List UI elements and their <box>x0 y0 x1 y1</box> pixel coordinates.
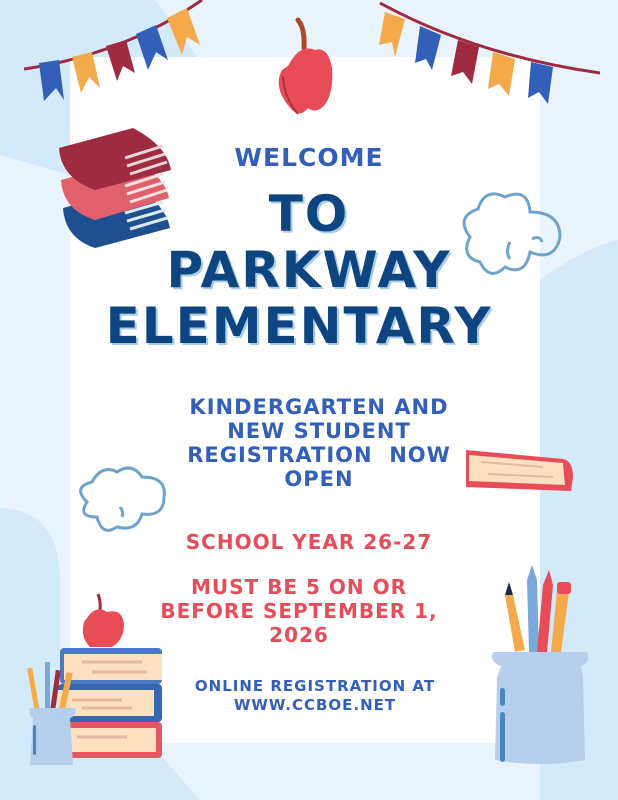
registration-announcement <box>10 395 618 491</box>
title-line-3: ELEMENTARY <box>105 297 493 355</box>
school-year: SCHOOL YEAR 26-27 <box>185 530 433 554</box>
announcement-line: KINDERGARTEN AND <box>189 395 449 419</box>
announcement-line: NEW STUDENT <box>227 419 411 443</box>
title-line-2: PARKWAY <box>166 241 452 299</box>
bunting-right-icon <box>375 0 605 110</box>
age-line: 2026 <box>269 623 329 647</box>
online-registration <box>6 677 618 715</box>
title-line-1: TO <box>268 185 350 243</box>
bunting-left-icon <box>22 0 232 110</box>
announcement-line: OPEN <box>284 467 354 491</box>
age-line: MUST BE 5 ON OR <box>190 575 407 599</box>
announcement-line: REGISTRATION NOW <box>187 443 451 467</box>
website-link[interactable]: WWW.CCBOE.NET <box>233 696 397 714</box>
age-requirement <box>0 575 608 647</box>
welcome-heading: WELCOME <box>234 143 384 172</box>
apple-icon <box>270 18 340 118</box>
online-line: ONLINE REGISTRATION AT <box>194 677 436 695</box>
age-line: BEFORE SEPTEMBER 1, <box>160 599 438 623</box>
